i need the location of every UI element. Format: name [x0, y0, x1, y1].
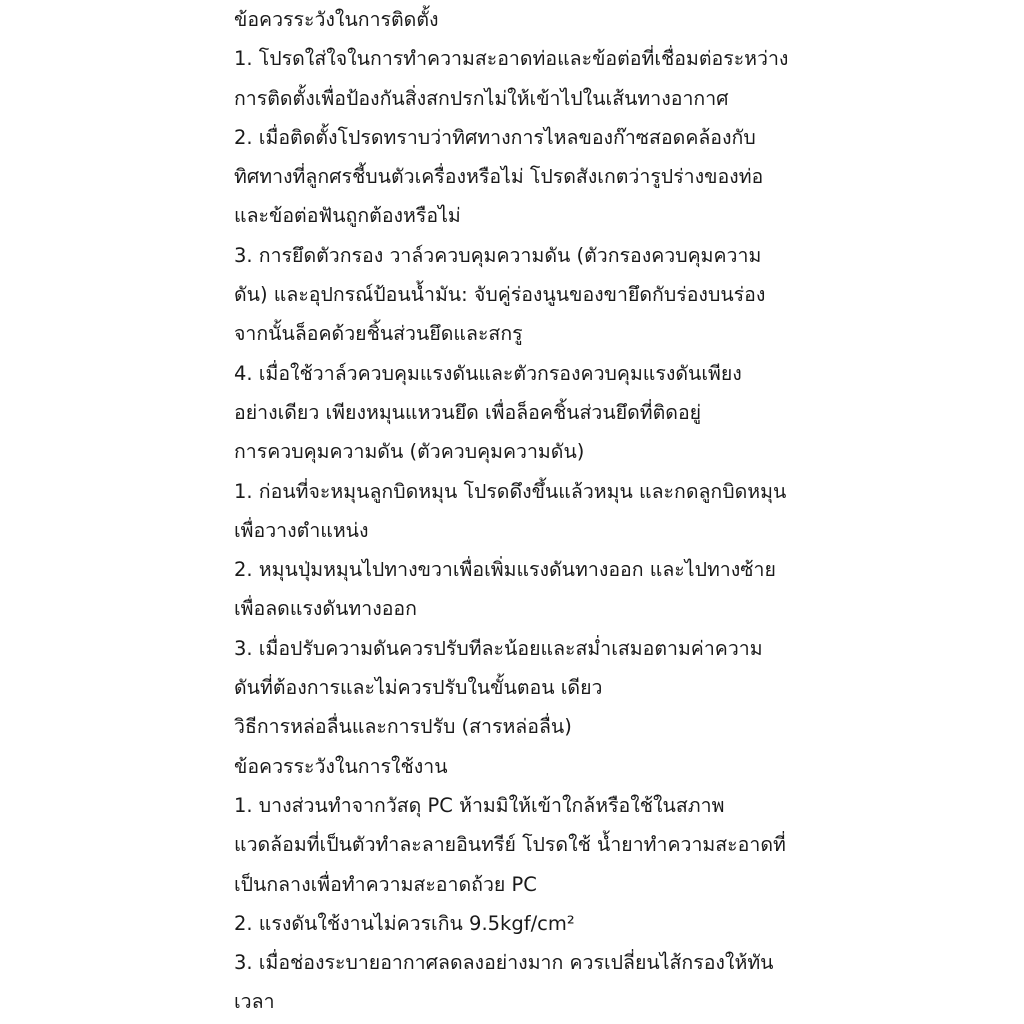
- text-line: เวลา: [234, 990, 275, 1014]
- heading-usage-precautions: ข้อควรระวังในการใช้งาน: [234, 754, 448, 778]
- text-line: แวดล้อมที่เป็นตัวทำละลายอินทรีย์ โปรดใช้ น้ำยาทำความสะอาดที่: [234, 833, 786, 857]
- heading-pressure-control: การควบคุมความดัน (ตัวควบคุมความดัน): [234, 440, 585, 464]
- text-line: 4. เมื่อใช้วาล์วควบคุมแรงดันและตัวกรองควบคุมแรงดันเพียง: [234, 361, 742, 385]
- text-line: 2. แรงดันใช้งานไม่ควรเกิน 9.5kgf/cm²: [234, 911, 575, 935]
- text-line: 2. หมุนปุ่มหมุนไปทางขวาเพื่อเพิ่มแรงดันทางออก และไปทางซ้าย: [234, 558, 776, 582]
- text-line: จากนั้นล็อคด้วยชิ้นส่วนยึดและสกรู: [234, 322, 523, 346]
- text-line: ทิศทางที่ลูกศรชี้บนตัวเครื่องหรือไม่ โปรดสังเกตว่ารูปร่างของท่อ: [234, 165, 764, 189]
- document-text: [234, 0, 814, 1022]
- text-line: และข้อต่อฟันถูกต้องหรือไม่: [234, 204, 461, 228]
- text-line: ดัน) และอุปกรณ์ป้อนน้ำมัน: จับคู่ร่องนูนของขายึดกับร่องบนร่อง: [234, 283, 766, 307]
- text-line: การติดตั้งเพื่อป้องกันสิ่งสกปรกไม่ให้เข้าไปในเส้นทางอากาศ: [234, 86, 729, 110]
- heading-installation-precautions: ข้อควรระวังในการติดตั้ง: [234, 8, 439, 31]
- text-line: 2. เมื่อติดตั้งโปรดทราบว่าทิศทางการไหลของก๊าซสอดคล้องกับ: [234, 125, 756, 149]
- text-line: ดันที่ต้องการและไม่ควรปรับในขั้นตอน เดียว: [234, 676, 603, 700]
- heading-lubrication: วิธีการหล่อลื่นและการปรับ (สารหล่อลื่น): [234, 715, 572, 739]
- text-line: 1. ก่อนที่จะหมุนลูกบิดหมุน โปรดดึงขึ้นแล้วหมุน และกดลูกบิดหมุน: [234, 479, 787, 503]
- text-line: 3. เมื่อปรับความดันควรปรับทีละน้อยและสม่ำเสมอตามค่าความ: [234, 636, 763, 660]
- text-line: 3. เมื่อช่องระบายอากาศลดลงอย่างมาก ควรเปลี่ยนไส้กรองให้ทัน: [234, 951, 774, 975]
- text-line: เป็นกลางเพื่อทำความสะอาดถ้วย PC: [234, 872, 537, 896]
- text-line: อย่างเดียว เพียงหมุนแหวนยึด เพื่อล็อคชิ้นส่วนยึดที่ติดอยู่: [234, 400, 702, 424]
- text-line: 3. การยึดตัวกรอง วาล์วควบคุมความดัน (ตัวกรองควบคุมความ: [234, 243, 762, 267]
- text-line: 1. โปรดใส่ใจในการทำความสะอาดท่อและข้อต่อที่เชื่อมต่อระหว่าง: [234, 47, 789, 71]
- text-line: เพื่อวางตำแหน่ง: [234, 518, 369, 542]
- text-line: เพื่อลดแรงดันทางออก: [234, 597, 417, 621]
- text-line: 1. บางส่วนทำจากวัสดุ PC ห้ามมิให้เข้าใกล้หรือใช้ในสภาพ: [234, 793, 725, 817]
